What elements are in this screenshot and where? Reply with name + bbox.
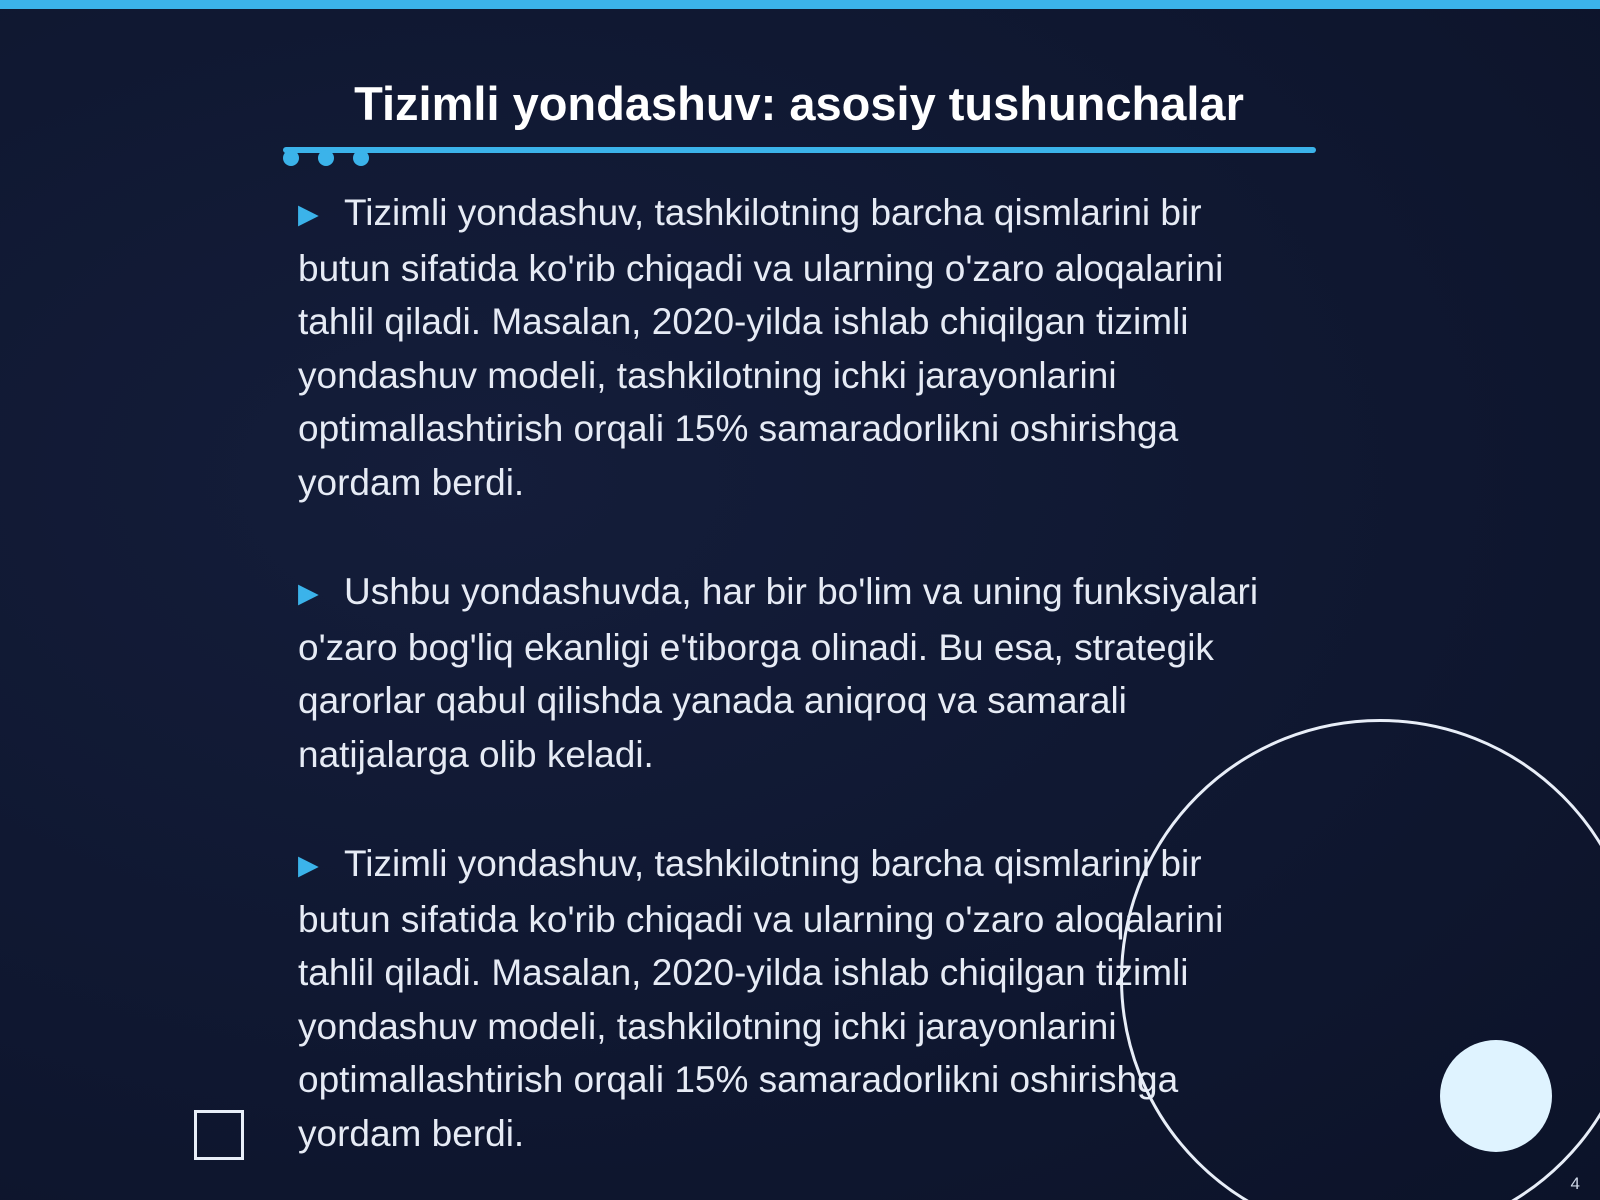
- bullet-item: [298, 186, 1298, 509]
- decorative-dot-icon: [283, 150, 299, 166]
- decorative-square-icon: [194, 1110, 244, 1160]
- bullet-text: Ushbu yondashuvda, har bir bo'lim va uning funksiyalari o'zaro bog'liq ekanligi e'tiborga olinadi. Bu esa, strategik qarorlar qabul qilishda yanada aniqroq va samarali natijalarga olib keladi.: [298, 571, 1259, 775]
- decorative-dot-icon: [353, 150, 369, 166]
- title-underline: [283, 147, 1316, 153]
- triangle-bullet-icon: ▶: [298, 578, 319, 608]
- triangle-bullet-icon: ▶: [298, 850, 319, 880]
- decorative-dot-icon: [318, 150, 334, 166]
- triangle-bullet-icon: ▶: [298, 199, 319, 229]
- bullet-text: Tizimli yondashuv, tashkilotning barcha qismlarini bir butun sifatida ko'rib chiqadi va ularning o'zaro aloqalarini tahlil qiladi. Masalan, 2020-yilda ishlab chiqilgan tizimli yondashuv modeli, tashkilotning ichki jarayonlarini optimallashtirish orqali 15% samaradorlikni oshirishga yordam berdi.: [298, 192, 1224, 503]
- top-accent-bar: [0, 0, 1600, 9]
- bullet-text: Tizimli yondashuv, tashkilotning barcha qismlarini bir butun sifatida ko'rib chiqadi va ularning o'zaro aloqalarini tahlil qiladi. Masalan, 2020-yilda ishlab chiqilgan tizimli yondashuv modeli, tashkilotning ichki jarayonlarini optimallashtirish orqali 15% samaradorlikni oshirishga yordam berdi.: [298, 843, 1224, 1154]
- slide-title: Tizimli yondashuv: asosiy tushunchalar: [354, 77, 1244, 130]
- page-number: 4: [1570, 1174, 1580, 1193]
- bullet-item: [298, 565, 1298, 781]
- decorative-filled-circle-icon: [1440, 1040, 1552, 1152]
